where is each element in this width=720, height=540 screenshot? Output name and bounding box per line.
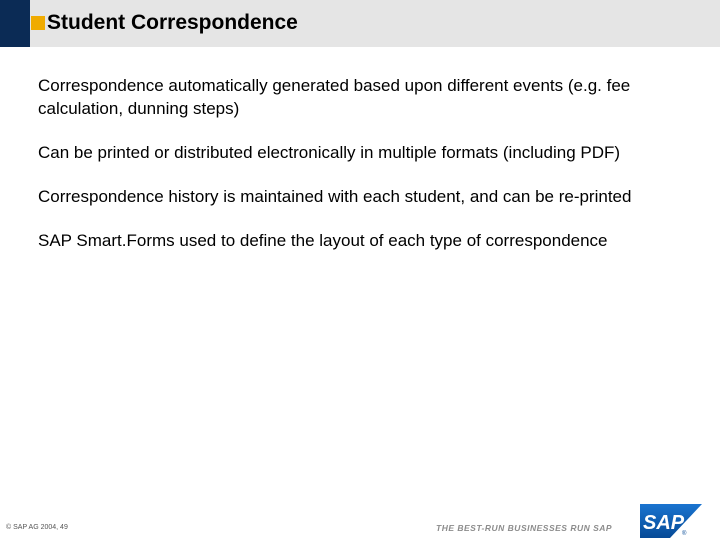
bullet-item: SAP Smart.Forms used to define the layout of each type of correspondence [38, 231, 608, 250]
slide-title: Student Correspondence [47, 11, 298, 34]
header-accent-square [31, 16, 45, 30]
registered-mark: ® [682, 531, 687, 537]
bullet-list [38, 74, 678, 273]
sap-logo-text: SAP [643, 512, 685, 534]
sap-logo [640, 504, 702, 538]
footer-tagline: THE BEST-RUN BUSINESSES RUN SAP [436, 523, 613, 533]
bullet-item: Can be printed or distributed electronically in multiple formats (including PDF) [38, 143, 621, 162]
bullet-item: Correspondence history is maintained with each student, and can be re-printed [38, 187, 632, 206]
copyright-notice: © SAP AG 2004, 49 [6, 524, 68, 531]
bullet-item: Correspondence automatically generated based upon different events (e.g. fee calculation, dunning steps) [38, 76, 631, 118]
header-navy-block [0, 0, 30, 47]
